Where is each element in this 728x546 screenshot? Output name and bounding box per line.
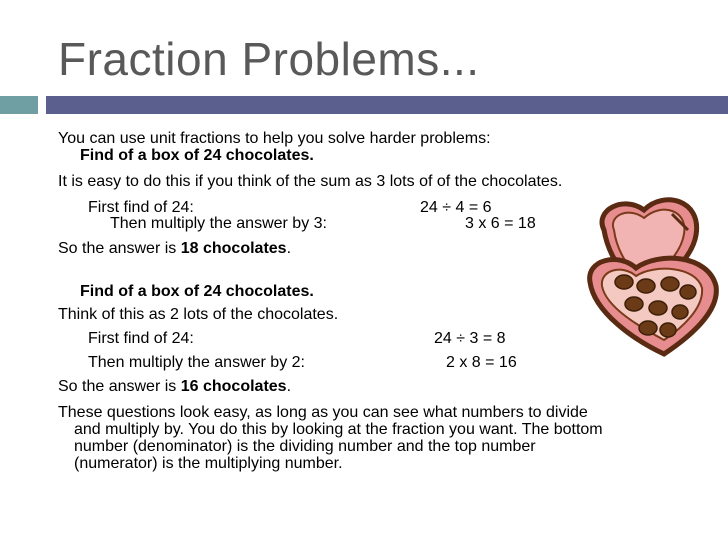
answer-suffix: . — [286, 240, 292, 257]
example-one-step-two: Then multiply the answer by 3: — [110, 215, 327, 232]
example-two-answer — [58, 378, 291, 396]
example-one-heading: Find of a box of 24 chocolates. — [80, 147, 314, 164]
example-one-step-one: First find of 24: — [88, 199, 194, 216]
example-two-explanation: Think of this as 2 lots of the chocolates. — [58, 306, 339, 323]
answer-value: 18 chocolates — [180, 240, 287, 257]
example-one-division: 24 ÷ 4 = 6 — [420, 199, 492, 216]
example-two-multiplication: 2 x 8 = 16 — [446, 354, 517, 371]
example-one-answer — [58, 240, 291, 258]
page-title: Fraction Problems... — [58, 33, 480, 85]
example-two-heading: Find of a box of 24 chocolates. — [80, 283, 314, 300]
answer-prefix: So the answer is — [58, 240, 181, 257]
summary-line-3: number (denominator) is the dividing number and the top number — [74, 438, 536, 455]
intro-text: You can use unit fractions to help you solve harder problems: — [58, 130, 491, 147]
title-divider-bar — [46, 96, 728, 114]
summary-line-4: (numerator) is the multiplying number. — [74, 455, 343, 472]
heart-chocolate-box-icon — [584, 190, 722, 358]
summary-line-2: and multiply by. You do this by looking at the fraction you want. The bottom — [74, 421, 603, 438]
title-accent-bar — [0, 96, 38, 114]
example-two-step-one: First find of 24: — [88, 330, 194, 347]
answer-prefix: So the answer is — [58, 378, 181, 395]
example-two-division: 24 ÷ 3 = 8 — [434, 330, 506, 347]
example-one-multiplication: 3 x 6 = 18 — [465, 215, 536, 232]
example-two-step-two: Then multiply the answer by 2: — [88, 354, 305, 371]
answer-value: 16 chocolates — [180, 378, 287, 395]
answer-suffix: . — [286, 378, 292, 395]
summary-line-1: These questions look easy, as long as you can see what numbers to divide — [58, 404, 588, 421]
example-one-explanation: It is easy to do this if you think of the sum as 3 lots of of the chocolates. — [58, 173, 563, 190]
